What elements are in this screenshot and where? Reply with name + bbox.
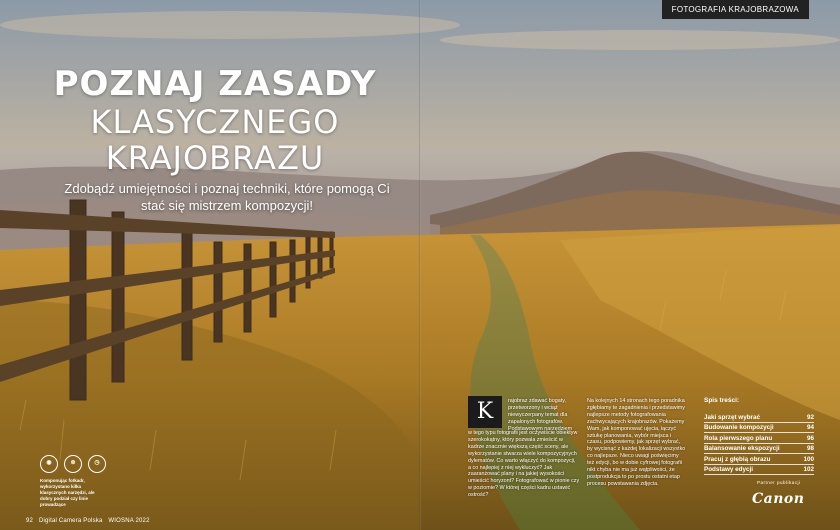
body-column-1-bottom: w tego typu fotografii jest oczywiście obiektyw szerokokątny, który pozwala zmieścić w kadrze znacznie większą część sceny, ale wykorzystanie stwarza wiele kompozycyjnych dylematów. Co warto włączyć do kompozycji, a co najlepiej z niej wykluczyć? Jak zaaranżować plany i na jakiej wysokości umieścić horyzont? Fotografować w pionie czy w poziomie? W której części kadru ustawić ostrość? bbox=[468, 430, 580, 499]
headline-line-3: KRAJOBRAZU bbox=[105, 139, 325, 177]
toc-item-page: 92 bbox=[806, 413, 814, 421]
toc-item bbox=[704, 465, 814, 476]
body-column-1-top: rajobraz zdawać bogaty, przetworzony i wciąż niewyczerpany temat dla zapalonych fotografów. Podstawowym narzędziem bbox=[508, 398, 573, 432]
table-of-contents bbox=[704, 397, 814, 475]
issue-label: WIOSNA 2022 bbox=[108, 518, 150, 524]
headline-line-2: KLASYCZNEGO bbox=[90, 103, 340, 141]
headline bbox=[0, 64, 430, 176]
toc-item bbox=[704, 412, 814, 423]
toc-title: Spis treści: bbox=[704, 397, 740, 404]
toc-item-label: Pracuj z głębią obrazu bbox=[704, 455, 771, 463]
toc-item-label: Jaki sprzęt wybrać bbox=[704, 413, 761, 421]
toc-item-label: Podstawy edycji bbox=[704, 466, 753, 473]
toc-item-page: 96 bbox=[806, 434, 814, 442]
photo-caption: Komponując fotkadr, wykorzystano kilka klasycznych narzędzi, ale dobry podział czy linie prowadzące bbox=[40, 478, 95, 507]
body-column-2: Na kolejnych 14 stronach tego poradnika zgłębiamy te zagadnienia i przedstawimy najlepsze metody fotografowania zachwycających krajobrazów. Pokażemy Wam, jak komponować ujęcia, łączyć sztukę planowania, wybór miejsca i czasu, podpowiemy, jak sprzęt wybrać, by wycisnąć z każdej lokalizacji wszystko co najlepsze. Nieco uwagi poświęcimy też edycji, bo w dobie cyfrowej fotografii nikt chyba nie ma już wątpliwości, że postprodukcja to po prostu ostatni etap procesu powstawania zdjęcia. bbox=[587, 398, 686, 487]
toc-item-label: Rola pierwszego planu bbox=[704, 434, 773, 442]
toc-item bbox=[704, 433, 814, 444]
toc-item-page: 94 bbox=[806, 424, 814, 431]
toc-item-page: 102 bbox=[803, 466, 814, 473]
headline-line-1: POZNAJ ZASADY bbox=[53, 64, 377, 104]
drop-cap: K bbox=[468, 396, 502, 428]
toc-item-page: 100 bbox=[803, 455, 814, 463]
toc-item-page: 98 bbox=[806, 445, 814, 452]
lens-icon: ⊚ bbox=[64, 455, 82, 473]
toc-item bbox=[704, 454, 814, 465]
toc-item-label: Balansowanie ekspozycji bbox=[704, 445, 780, 452]
folio bbox=[26, 518, 154, 524]
camera-settings-icons bbox=[40, 455, 106, 473]
section-tag: FOTOGRAFIA KRAJOBRAZOWA bbox=[662, 0, 809, 19]
camera-icon: ◉ bbox=[40, 455, 58, 473]
partner-label: Partner publikacji bbox=[757, 480, 801, 485]
magazine-name: Digital Camera Polska bbox=[38, 518, 103, 524]
partner-logo: Canon bbox=[752, 491, 805, 507]
timer-icon: ◷ bbox=[88, 455, 106, 473]
page-number: 92 bbox=[26, 518, 34, 524]
toc-item-label: Budowanie kompozycji bbox=[704, 424, 774, 431]
toc-item bbox=[704, 444, 814, 455]
standfirst: Zdobądź umiejętności i poznaj techniki, które pomogą Ci stać się mistrzem kompozycji! bbox=[64, 181, 390, 213]
toc-item bbox=[704, 423, 814, 434]
